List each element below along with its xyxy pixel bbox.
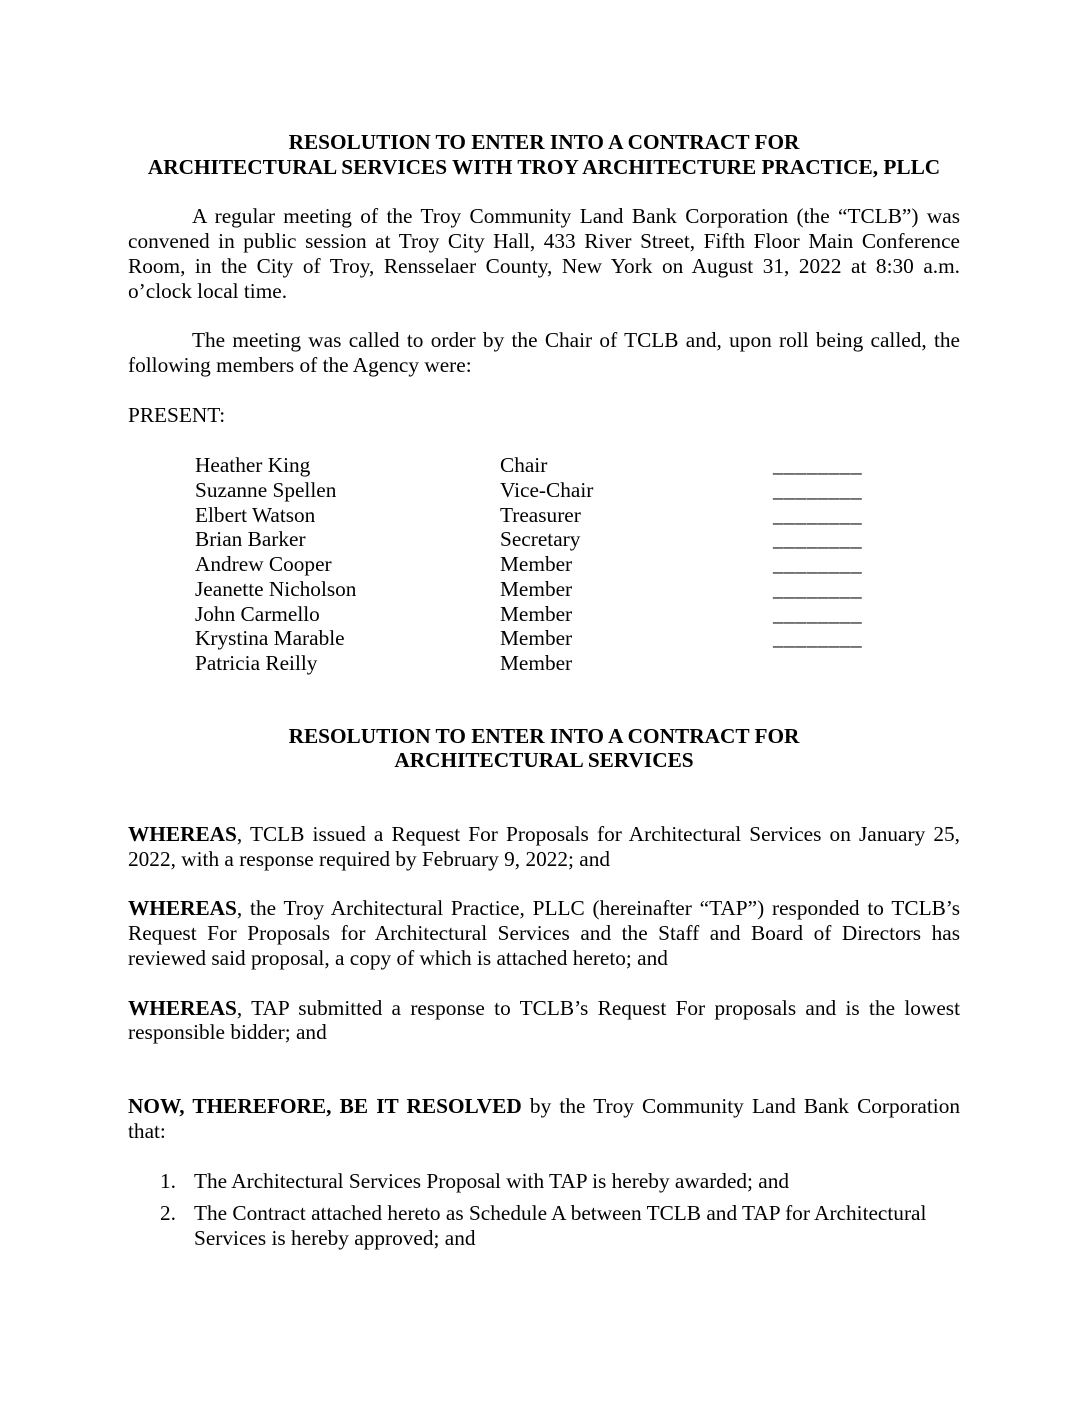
roll-call-table bbox=[128, 453, 960, 675]
roll-row bbox=[128, 503, 960, 528]
section-heading-line1: RESOLUTION TO ENTER INTO A CONTRACT FOR bbox=[288, 723, 800, 748]
whereas-text: , TAP submitted a response to TCLB’s Request For proposals and is the lowest responsible bidder; and bbox=[128, 995, 960, 1045]
resolution-number: 1. bbox=[160, 1169, 176, 1194]
roll-row bbox=[128, 626, 960, 651]
document-title bbox=[128, 130, 960, 179]
roll-call-paragraph: The meeting was called to order by the Chair of TCLB and, upon roll being called, the following members of the Agency were: bbox=[128, 328, 960, 377]
resolved-clause bbox=[128, 1094, 960, 1143]
member-name: Patricia Reilly bbox=[195, 650, 318, 675]
whereas-text: , the Troy Architectural Practice, PLLC (hereinafter “TAP”) responded to TCLB’s Request For Proposals for Architectural Services and the Staff and Board of Directors has reviewed said proposal, a copy of which is attached hereto; and bbox=[128, 896, 960, 970]
document-title-line2: ARCHITECTURAL SERVICES WITH TROY ARCHITECTURE PRACTICE, PLLC bbox=[147, 154, 941, 179]
member-title: Treasurer bbox=[500, 502, 581, 527]
member-title: Member bbox=[500, 601, 573, 626]
resolution-text: The Contract attached hereto as Schedule A between TCLB and TAP for Architectural Services is hereby approved; and bbox=[194, 1201, 927, 1250]
resolution-text: The Architectural Services Proposal with TAP is hereby awarded; and bbox=[194, 1169, 790, 1194]
member-name: Brian Barker bbox=[195, 527, 306, 552]
resolved-text: by the Troy Community Land Bank Corporation that: bbox=[128, 1093, 960, 1143]
attendance-blank-line: ________ bbox=[773, 552, 863, 577]
intro-paragraph: A regular meeting of the Troy Community Land Bank Corporation (the “TCLB”) was convened in public session at Troy City Hall, 433 River Street, Fifth Floor Main Conference Room, in the City of Troy, Rensselaer County, New York on August 31, 2022 at 8:30 a.m. o’clock local time. bbox=[128, 204, 960, 303]
roll-row bbox=[128, 552, 960, 577]
resolution-item bbox=[128, 1169, 960, 1194]
whereas-lead: WHEREAS bbox=[128, 822, 237, 847]
whereas-lead: WHEREAS bbox=[128, 995, 237, 1020]
roll-row bbox=[128, 527, 960, 552]
member-name: John Carmello bbox=[195, 601, 320, 626]
whereas-clause-1 bbox=[128, 822, 960, 871]
member-name: Jeanette Nicholson bbox=[195, 576, 357, 601]
roll-row bbox=[128, 602, 960, 627]
member-title: Secretary bbox=[500, 527, 581, 552]
member-title: Vice-Chair bbox=[500, 478, 594, 503]
whereas-clause-3 bbox=[128, 996, 960, 1045]
resolution-number: 2. bbox=[160, 1201, 176, 1226]
whereas-clause-2 bbox=[128, 896, 960, 970]
attendance-blank-line: ________ bbox=[773, 601, 863, 626]
whereas-text: , TCLB issued a Request For Proposals for Architectural Services on January 25, 2022, with a response required by February 9, 2022; and bbox=[128, 822, 960, 871]
member-name: Elbert Watson bbox=[195, 502, 316, 527]
member-title: Member bbox=[500, 552, 573, 577]
whereas-lead: WHEREAS bbox=[128, 896, 237, 921]
member-name: Heather King bbox=[195, 453, 311, 478]
member-name: Andrew Cooper bbox=[195, 552, 332, 577]
member-title: Member bbox=[500, 626, 573, 651]
roll-row bbox=[128, 577, 960, 602]
attendance-blank-line: ________ bbox=[773, 478, 863, 503]
resolution-list bbox=[128, 1169, 960, 1250]
roll-row bbox=[128, 651, 960, 676]
document-title-line1: RESOLUTION TO ENTER INTO A CONTRACT FOR bbox=[288, 130, 800, 154]
section-heading-line2: ARCHITECTURAL SERVICES bbox=[394, 748, 694, 773]
member-title: Member bbox=[500, 576, 573, 601]
attendance-blank-line: ________ bbox=[773, 626, 863, 651]
roll-row bbox=[128, 453, 960, 478]
attendance-blank-line: ________ bbox=[773, 453, 863, 478]
attendance-blank-line: ________ bbox=[773, 502, 863, 527]
member-title: Member bbox=[500, 650, 573, 675]
section-heading bbox=[128, 724, 960, 773]
attendance-blank-line: ________ bbox=[773, 527, 863, 552]
member-title: Chair bbox=[500, 453, 548, 478]
present-label: PRESENT: bbox=[128, 402, 226, 427]
member-name: Krystina Marable bbox=[195, 626, 345, 651]
roll-row bbox=[128, 478, 960, 503]
attendance-blank-line: ________ bbox=[773, 576, 863, 601]
member-name: Suzanne Spellen bbox=[195, 478, 337, 503]
resolution-item bbox=[128, 1201, 960, 1250]
resolved-lead: NOW, THEREFORE, BE IT RESOLVED bbox=[128, 1093, 522, 1118]
